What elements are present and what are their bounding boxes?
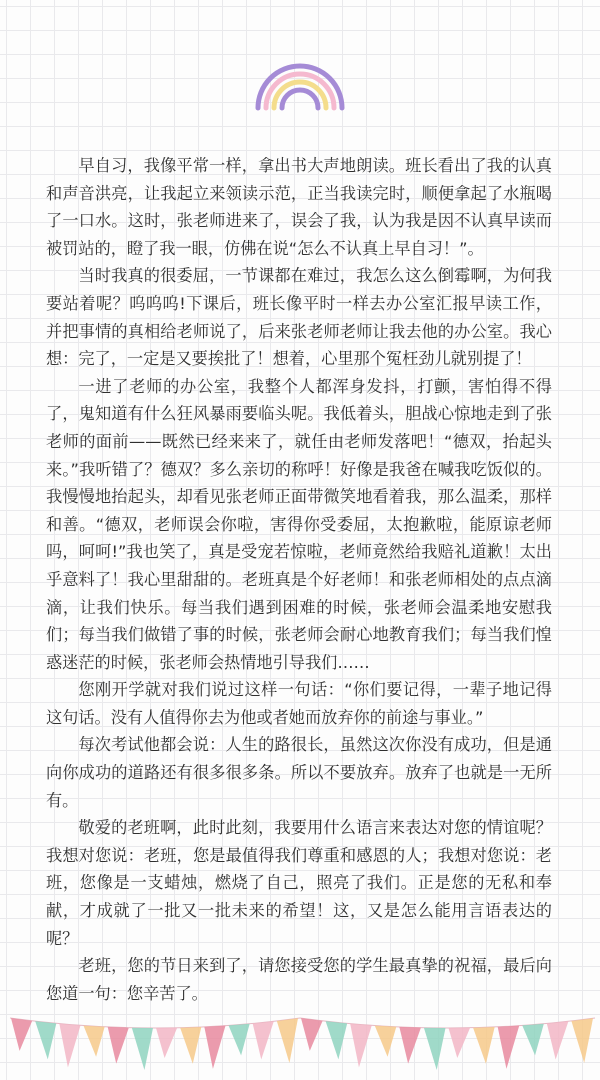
pennant-flag <box>326 1021 348 1059</box>
letter-paragraph-1: 早自习，我像平常一样，拿出书大声地朗读。班长看出了我的认真和声音洪亮，让我起立来领读示范，正当我读完时，顺便拿起了水瓶喝了一口水。这时，张老师进来了，误会了我，认为我是因不认真早读而被罚站的，瞪了我一眼，仿佛在说“怎么不认真上早自习！”。 <box>46 156 552 258</box>
pennant-flag <box>399 1027 421 1064</box>
pennant-flag <box>156 1028 177 1058</box>
letter-body <box>46 152 552 1007</box>
pennant-flag <box>522 1024 544 1056</box>
pennant-flag <box>350 1024 372 1068</box>
pennant-flag <box>84 1026 105 1057</box>
letter-paragraph-7: 老班，您的节日来到了，请您接受您的学生最真挚的祝福，最后向您道一句：您辛苦了。 <box>46 956 552 1003</box>
pennant-flag <box>59 1024 80 1068</box>
pennant-flag <box>132 1028 153 1070</box>
pennant-bunting <box>0 1010 600 1080</box>
pennant-flag <box>301 1018 323 1051</box>
letter-paragraph-6: 敬爱的老班啊，此时此刻，我要用什么语言来表达对您的情谊呢？我想对您说：老班，您是最值得我们尊重和感恩的人；我想对您说：老班，您像是一支蜡烛，燃烧了自己，照亮了我们。正是您的无私和奉献，才成就了一批又一批未来的希望！这，又是怎么能用言语表达的呢？ <box>46 818 552 948</box>
pennant-flag <box>449 1028 471 1058</box>
pennant-flag <box>375 1026 397 1057</box>
pennant-flag <box>547 1021 569 1059</box>
letter-paragraph-5: 每次考试他都会说：人生的路很长，虽然这次你没有成功，但是通向你成功的道路还有很多很多条。所以不要放弃。放弃了也就是一无所有。 <box>46 735 552 810</box>
pennant-flag <box>253 1021 274 1059</box>
pennant-flag <box>424 1028 446 1070</box>
pennant-flag <box>498 1026 520 1069</box>
pennant-flag <box>35 1021 56 1059</box>
pennant-flag <box>473 1027 495 1064</box>
pennant-flag <box>11 1018 32 1051</box>
pennant-flag <box>277 1018 298 1063</box>
letter-paragraph-4: 您刚开学就对我们说过这样一句话：“你们要记得，一辈子地记得这句话。没有人值得你去为他或者她而放弃你的前途与事业。” <box>46 680 552 727</box>
letter-paragraph-2: 当时我真的很委屈，一节课都在难过，我怎么这么倒霉啊，为何我要站着呢？呜呜呜!下课后，班长像平时一样去办公室汇报早读工作，并把事情的真相给老师说了，后来张老师老师让我去他的办公室。我心想：完了，一定是又要挨批了！想着，心里那个冤枉劲儿就别提了！ <box>46 266 552 369</box>
pennant-flag <box>229 1024 250 1056</box>
rainbow-icon <box>252 60 348 112</box>
pennant-flag <box>204 1026 225 1069</box>
pennant-flag <box>571 1018 593 1063</box>
letter-paragraph-3: 一进了老师的办公室，我整个人都浑身发抖，打颤，害怕得不得了，鬼知道有什么狂风暴雨要临头呢。我低着头，胆战心惊地走到了张老师的面前——既然已经来来了，就任由老师发落吧！“德双，抬起头来。”我听错了？德双？多么亲切的称呼！好像是我爸在喊我吃饭似的。我慢慢地抬起头，却看见张老师正面带微笑地看着我，那么温柔，那样和善。“德双，老师误会你啦，害得你受委屈，太抱歉啦，能原谅老师吗，呵呵!”我也笑了，真是受宠若惊啦，老师竟然给我赔礼道歉！太出乎意料了！我心里甜甜的。老班真是个好老师！和张老师相处的点点滴滴，让我们快乐。每当我们遇到困难的时候，张老师会温柔地安慰我们；每当我们做错了事的时候，张老师会耐心地教育我们；每当我们惶惑迷茫的时候，张老师会热情地引导我们…… <box>46 376 552 672</box>
pennant-flag <box>108 1027 129 1064</box>
pennant-flag <box>180 1027 201 1064</box>
